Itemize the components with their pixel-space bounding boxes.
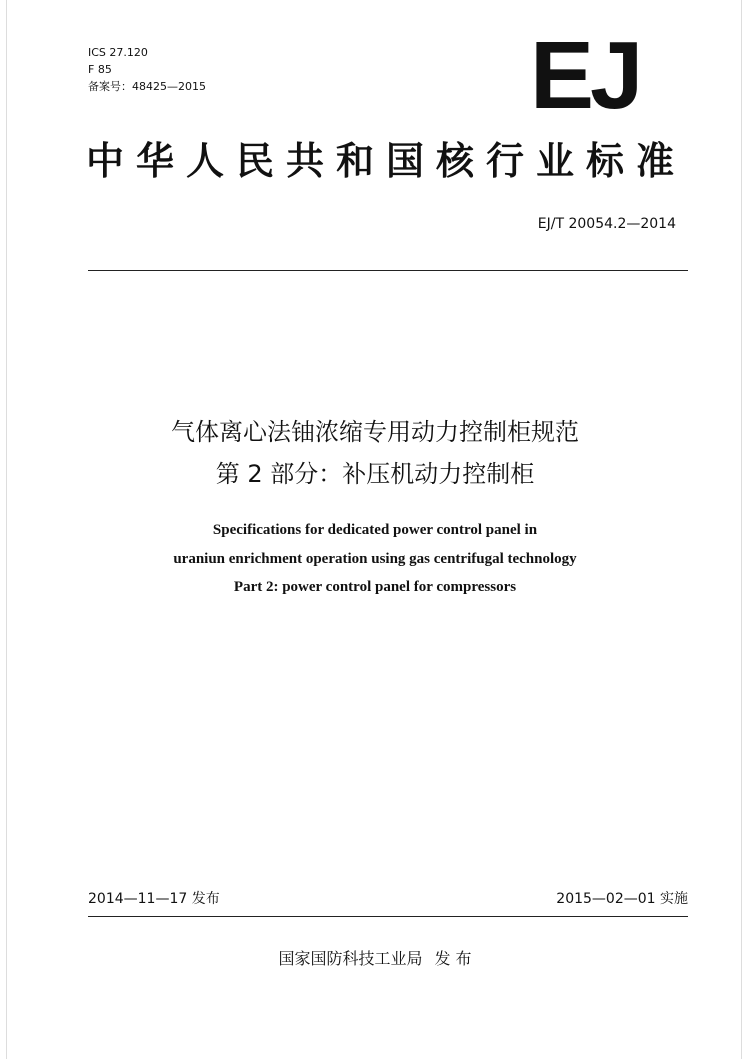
issue-date: 2014—11—17 发布 (88, 891, 220, 907)
publisher-name: 国家国防科技工业局 (278, 949, 423, 968)
bottom-divider (88, 916, 688, 917)
top-divider (88, 270, 688, 271)
standard-number: EJ/T 20054.2—2014 (537, 216, 676, 232)
ics-code: ICS 27.120 (88, 46, 148, 59)
category-code: F 85 (88, 63, 112, 76)
title-en-line-2: uraniun enrichment operation using gas centrifugal technology (173, 551, 577, 567)
publisher-action: 发 布 (434, 949, 472, 968)
record-number: 备案号：48425—2015 (88, 80, 206, 93)
title-cn-line-2: 第 2 部分：补压机动力控制柜 (215, 460, 535, 488)
title-en-line-1: Specifications for dedicated power control panel in (212, 522, 538, 538)
implementation-date: 2015—02—01 实施 (556, 891, 688, 907)
ej-logo: EJ (530, 22, 640, 129)
title-en-line-3: Part 2: power control panel for compressors (233, 579, 517, 595)
standard-type-heading: 中华人民共和国核行业标准 (86, 139, 687, 183)
title-cn-line-1: 气体离心法铀浓缩专用动力控制柜规范 (171, 418, 579, 446)
classification-block (88, 44, 206, 95)
publisher-line (0, 946, 750, 969)
